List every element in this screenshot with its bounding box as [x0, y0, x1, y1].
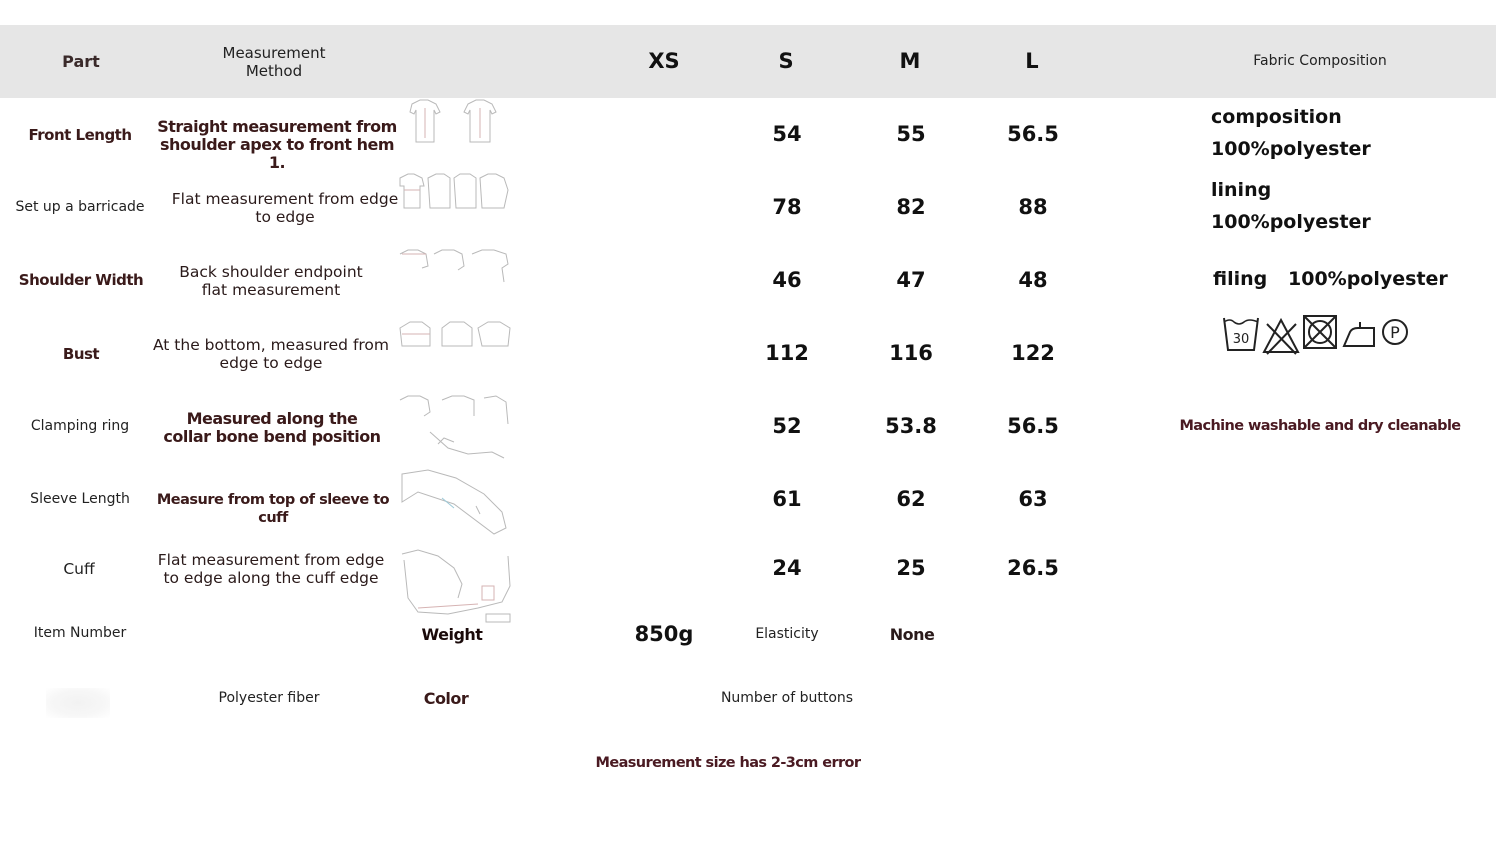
color-label: Color	[423, 689, 469, 708]
row-value-m: 53.8	[885, 414, 937, 438]
row-value-l: 63	[1018, 487, 1048, 511]
no-tumble-dry-icon	[1304, 316, 1336, 348]
buttons-label: Number of buttons	[720, 690, 854, 706]
row-method-shoulder-width: Back shoulder endpoint flat measurement	[179, 263, 363, 299]
measurement-error-note: Measurement size has 2-3cm error	[595, 755, 861, 771]
row-method-barricade: Flat measurement from edge to edge	[171, 190, 399, 226]
garment-sketch-thumbnails	[398, 98, 512, 626]
care-label: Machine washable and dry cleanable	[1179, 418, 1461, 434]
row-value-m: 116	[889, 341, 933, 365]
row-part-front-length: Front Length	[28, 126, 132, 144]
svg-text:P: P	[1390, 323, 1400, 342]
row-value-s: 61	[772, 487, 802, 511]
row-method-bust: At the bottom, measured from edge to edge	[152, 336, 390, 372]
row-value-s: 112	[765, 341, 809, 365]
header-part: Part	[62, 52, 100, 71]
material-value: Polyester fiber	[218, 690, 320, 706]
row-part-barricade: Set up a barricade	[15, 199, 145, 215]
row-value-m: 55	[896, 122, 926, 146]
fabric-composition-value: 100%polyester	[1211, 138, 1371, 160]
weight-value: 850g	[634, 622, 694, 646]
header-method: Measurement Method	[222, 44, 326, 80]
row-value-s: 24	[772, 556, 802, 580]
row-value-l: 122	[1011, 341, 1055, 365]
row-value-s: 52	[772, 414, 802, 438]
weight-label: Weight	[421, 625, 483, 644]
row-part-bust: Bust	[62, 345, 100, 363]
elasticity-label: Elasticity	[755, 626, 819, 642]
fabric-filing-label: filing	[1213, 268, 1268, 290]
row-value-m: 25	[896, 556, 926, 580]
row-value-l: 56.5	[1007, 414, 1059, 438]
row-part-clamping-ring: Clamping ring	[30, 418, 130, 434]
fabric-lining-label: lining	[1211, 179, 1272, 201]
header-size-l: L	[1025, 49, 1039, 73]
row-method-front-length: Straight measurement from shoulder apex to front hem 1.	[157, 117, 397, 172]
row-value-l: 48	[1018, 268, 1048, 292]
svg-text:30: 30	[1232, 332, 1250, 347]
row-value-s: 46	[772, 268, 802, 292]
row-method-cuff: Flat measurement from edge to edge along the cuff edge	[157, 551, 385, 587]
wash-30-icon	[1224, 318, 1258, 350]
row-value-m: 62	[896, 487, 926, 511]
row-value-l: 88	[1018, 195, 1048, 219]
row-part-cuff: Cuff	[63, 560, 95, 578]
fabric-composition-label: composition	[1211, 106, 1342, 128]
row-value-s: 54	[772, 122, 802, 146]
row-part-shoulder-width: Shoulder Width	[18, 271, 144, 289]
header-size-s: S	[778, 49, 794, 73]
elasticity-value: None	[889, 625, 935, 644]
header-size-xs: XS	[648, 49, 680, 73]
header-size-m: M	[899, 49, 921, 73]
row-value-l: 56.5	[1007, 122, 1059, 146]
row-method-clamping-ring: Measured along the collar bone bend position	[163, 409, 381, 446]
no-bleach-icon	[1264, 320, 1298, 354]
row-value-s: 78	[772, 195, 802, 219]
row-part-sleeve-length: Sleeve Length	[30, 491, 130, 507]
dry-clean-p-icon	[1383, 320, 1407, 344]
blurred-item-number	[46, 688, 110, 718]
row-value-m: 82	[896, 195, 926, 219]
row-value-l: 26.5	[1007, 556, 1059, 580]
care-icons	[1222, 314, 1412, 358]
header-fabric: Fabric Composition	[1253, 53, 1387, 69]
row-value-m: 47	[896, 268, 926, 292]
item-number-label: Item Number	[33, 625, 127, 641]
fabric-filing-value: 100%polyester	[1288, 268, 1448, 290]
row-method-sleeve-length: Measure from top of sleeve to cuff	[156, 492, 390, 526]
fabric-lining-value: 100%polyester	[1211, 211, 1371, 233]
iron-icon	[1344, 322, 1374, 346]
